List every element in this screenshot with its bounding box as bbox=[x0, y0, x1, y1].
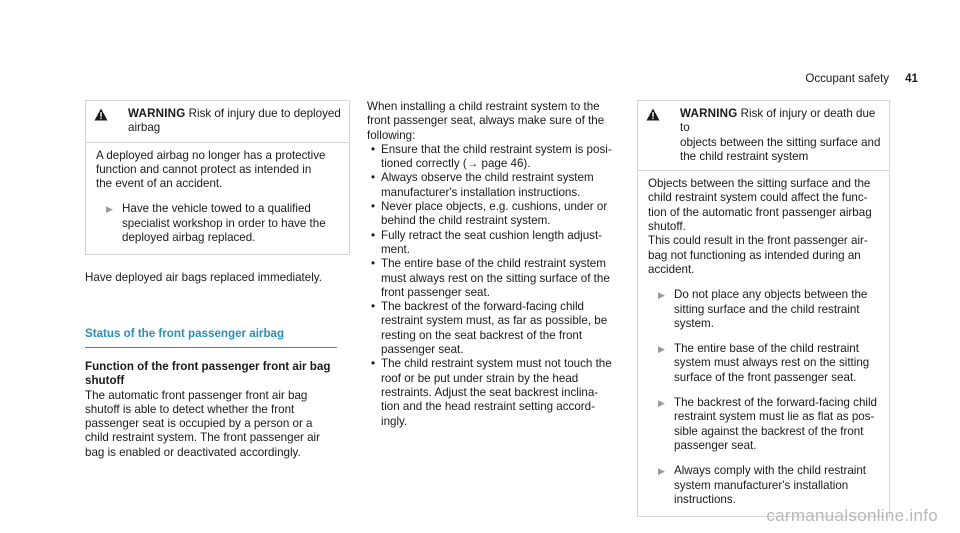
bullet-icon: • bbox=[371, 171, 376, 185]
bullet-icon: • bbox=[371, 142, 376, 156]
step-arrow-icon: ▶ bbox=[658, 466, 665, 477]
warning-text bbox=[96, 149, 339, 192]
function-description bbox=[85, 389, 350, 460]
step-text bbox=[674, 464, 879, 507]
text-line: ingly. bbox=[381, 414, 408, 428]
column-3 bbox=[637, 100, 890, 517]
text-line: The child restraint system must not touch the bbox=[381, 357, 612, 371]
list-item-text bbox=[381, 171, 622, 200]
text-line: resting on the seat backrest of the front bbox=[381, 328, 583, 342]
installation-checklist bbox=[367, 143, 622, 429]
text-line: function and cannot protect as intended in bbox=[96, 162, 312, 176]
warning-header bbox=[86, 101, 349, 143]
text-line: deployed airbag replaced. bbox=[122, 231, 256, 245]
text-line: the child restraint system bbox=[680, 149, 809, 163]
column-1 bbox=[85, 100, 350, 460]
warning-step bbox=[648, 342, 879, 385]
text-line: shutoff bbox=[85, 374, 125, 388]
text-line: system manufacturer's installation bbox=[674, 478, 849, 492]
text-line: sitting surface and the child restraint bbox=[674, 302, 860, 316]
warning-title-line-2: airbag bbox=[128, 121, 161, 135]
footer-watermark: carmanualsonline.info bbox=[766, 505, 938, 525]
text-line: following: bbox=[367, 128, 416, 142]
bullet-icon: • bbox=[371, 228, 376, 242]
text-line: This could result in the front passenger air- bbox=[648, 234, 868, 248]
text-line: When installing a child restraint system to the bbox=[367, 100, 600, 113]
step-text bbox=[674, 396, 879, 453]
warning-body bbox=[638, 171, 889, 516]
text-line: tion and the head restraint setting accord- bbox=[381, 400, 595, 414]
text-line: system. bbox=[674, 316, 714, 330]
text-line: restraint system must, as far as possible, be bbox=[381, 314, 608, 328]
text-line: Have the vehicle towed to a qualified bbox=[122, 202, 311, 216]
text-line: Always observe the child restraint system bbox=[381, 171, 594, 185]
warning-step bbox=[648, 464, 879, 507]
text-line: ment. bbox=[381, 242, 410, 256]
text-line: behind the child restraint system. bbox=[381, 214, 551, 228]
text-line: surface of the front passenger seat. bbox=[674, 370, 857, 384]
text-line: bag not functioning as intended during an bbox=[648, 248, 861, 262]
warning-label: WARNING bbox=[128, 107, 186, 120]
warning-step bbox=[648, 396, 879, 453]
text-line: Function of the front passenger front air bag bbox=[85, 359, 331, 373]
text-line: A deployed airbag no longer has a protective bbox=[96, 148, 326, 162]
text-line: passenger seat. bbox=[381, 343, 464, 357]
text-line: specialist workshop in order to have the bbox=[122, 216, 326, 230]
text-line: shutoff. bbox=[648, 220, 686, 234]
list-item bbox=[367, 200, 622, 229]
list-item-text bbox=[381, 300, 622, 357]
list-item bbox=[367, 257, 622, 300]
warning-box-airbag bbox=[85, 100, 350, 255]
text-line: restraint system must lie as flat as pos- bbox=[674, 410, 875, 424]
warning-header bbox=[638, 101, 889, 171]
warning-triangle-icon bbox=[646, 107, 680, 164]
text-line: front passenger seat. bbox=[381, 285, 490, 299]
step-arrow-icon: ▶ bbox=[106, 204, 113, 215]
text-line: The backrest of the forward-facing child bbox=[674, 396, 877, 410]
warning-label: WARNING bbox=[680, 107, 738, 120]
list-item-text bbox=[381, 200, 622, 229]
text-line: Do not place any objects between the bbox=[674, 288, 868, 302]
warning-title bbox=[128, 107, 341, 136]
step-text bbox=[122, 202, 339, 245]
bullet-icon: • bbox=[371, 300, 376, 314]
text-line: accident. bbox=[648, 262, 695, 276]
list-item bbox=[367, 143, 622, 172]
text-line: the event of an accident. bbox=[96, 177, 223, 191]
text-line: tioned correctly (→ page 46). bbox=[381, 157, 531, 171]
text-line: must always rest on the sitting surface of the bbox=[381, 271, 610, 285]
warning-box-objects bbox=[637, 100, 890, 517]
text-line: sible against the backrest of the front bbox=[674, 424, 864, 438]
column-2 bbox=[367, 100, 622, 429]
bullet-icon: • bbox=[371, 357, 376, 371]
warning-title-line-1: Risk of injury due to deployed bbox=[188, 107, 341, 120]
text-line: child restraint system could affect the func- bbox=[648, 191, 868, 205]
text-line: Fully retract the seat cushion length adjust- bbox=[381, 228, 603, 242]
text-line: child restraint system. The front passenger air bbox=[85, 431, 320, 445]
installation-intro bbox=[367, 100, 622, 143]
text-line: passenger seat. bbox=[674, 438, 757, 452]
list-item-text bbox=[381, 229, 622, 258]
step-arrow-icon: ▶ bbox=[658, 344, 665, 355]
step-text bbox=[674, 342, 879, 385]
warning-step bbox=[648, 288, 879, 331]
bullet-icon: • bbox=[371, 257, 376, 271]
step-arrow-icon: ▶ bbox=[658, 398, 665, 409]
list-item bbox=[367, 300, 622, 357]
list-item-text bbox=[381, 357, 622, 428]
text-line: The entire base of the child restraint system bbox=[381, 257, 606, 271]
warning-body bbox=[86, 143, 349, 255]
text-line: objects between the sitting surface and bbox=[680, 135, 881, 149]
text-line: manufacturer's installation instructions. bbox=[381, 185, 581, 199]
warning-step bbox=[96, 202, 339, 245]
text-line: The backrest of the forward-facing child bbox=[381, 300, 584, 314]
text-line: system must always rest on the sitting bbox=[674, 356, 870, 370]
bullet-icon: • bbox=[371, 200, 376, 214]
text-line: Risk of injury or death due to bbox=[680, 107, 876, 135]
text-line: front passenger seat, always make sure of the bbox=[367, 114, 605, 128]
text-line: restraints. Adjust the seat backrest inclina- bbox=[381, 385, 599, 399]
text-line: Always comply with the child restraint bbox=[674, 464, 867, 478]
text-line: The automatic front passenger front air bag bbox=[85, 388, 308, 402]
text-line: Objects between the sitting surface and the bbox=[648, 177, 871, 191]
text-line: shutoff is able to detect whether the front bbox=[85, 402, 295, 416]
subheading bbox=[85, 360, 350, 389]
text-line: The entire base of the child restraint bbox=[674, 342, 859, 356]
warning-triangle-icon bbox=[94, 107, 128, 136]
text-line: roof or be put under strain by the head bbox=[381, 371, 579, 385]
step-arrow-icon: ▶ bbox=[658, 290, 665, 301]
warning-text bbox=[648, 177, 879, 234]
list-item-text bbox=[381, 143, 622, 172]
text-line: Never place objects, e.g. cushions, under or bbox=[381, 200, 608, 214]
replace-airbag-note: Have deployed air bags replaced immediately. bbox=[85, 271, 322, 285]
text-line: passenger seat is occupied by a person or a bbox=[85, 417, 313, 431]
list-item bbox=[367, 229, 622, 258]
text-line: instructions. bbox=[674, 492, 736, 506]
step-text bbox=[674, 288, 879, 331]
list-item-text bbox=[381, 257, 622, 300]
page-header bbox=[805, 72, 918, 86]
section-heading: Status of the front passenger airbag bbox=[85, 327, 337, 348]
list-item bbox=[367, 171, 622, 200]
text-line: tion of the automatic front passenger airbag bbox=[648, 205, 872, 219]
section-name: Occupant safety bbox=[805, 72, 890, 85]
warning-title bbox=[680, 107, 881, 164]
warning-text-2 bbox=[648, 234, 879, 277]
page-number: 41 bbox=[905, 72, 918, 85]
text-line: Ensure that the child restraint system is posi- bbox=[381, 142, 612, 156]
list-item bbox=[367, 357, 622, 428]
text-line: bag is enabled or deactivated accordingly. bbox=[85, 445, 301, 459]
